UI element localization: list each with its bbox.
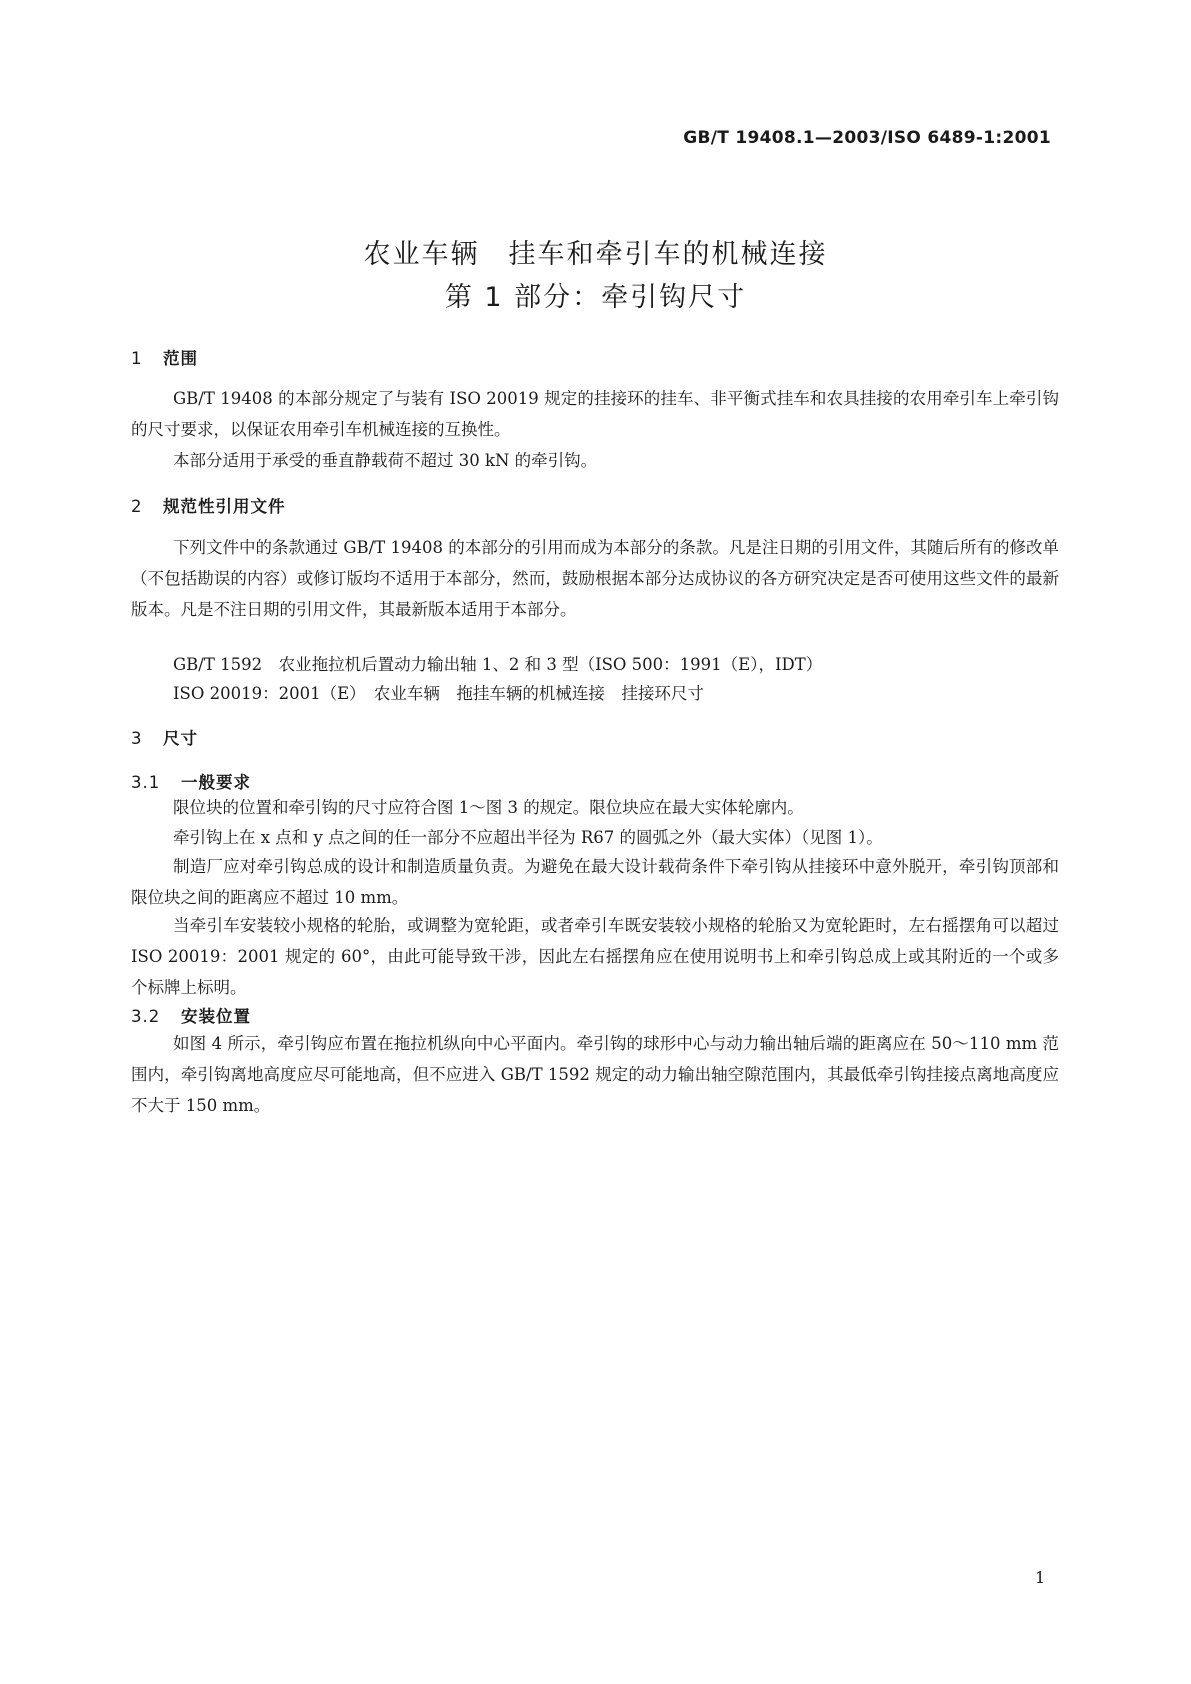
section-2-heading: [131, 493, 286, 517]
document-subtitle: 第 1 部分：牵引钩尺寸: [444, 282, 747, 313]
subsection-3-1-paragraph-1: 限位块的位置和牵引钩的尺寸应符合图 1～图 3 的规定。限位块应在最大实体轮廓内。: [173, 798, 804, 817]
section-title: 范围: [163, 349, 198, 368]
subsection-3-1-paragraph-4: 当牵引车安装较小规格的轮胎，或调整为宽轮距，或者牵引车既安装较小规格的轮胎又为宽轮距时，左右摇摆角可以超过 ISO 20019：2001 规定的 60°，由此可能导致干涉，因此左右摇摆角应在使用说明书上和牵引钩总成上或其附近的一个或多个标牌上标明。: [131, 916, 1059, 997]
subsection-3-1-paragraph-2: 牵引钩上在 x 点和 y 点之间的任一部分不应超出半径为 R67 的圆弧之外（最大实体）（见图 1）。: [173, 828, 883, 847]
section-title: 一般要求: [181, 773, 251, 792]
subsection-3-1-heading: [131, 769, 251, 793]
normative-reference-1: GB/T 1592 农业拖拉机后置动力输出轴 1、2 和 3 型（ISO 500：1991（E），IDT）: [173, 655, 823, 674]
section-number: 3.1: [131, 773, 161, 792]
section-2-paragraph-1: 下列文件中的条款通过 GB/T 19408 的本部分的引用而成为本部分的条款。凡是注日期的引用文件，其随后所有的修改单（不包括勘误的内容）或修订版均不适用于本部分，然而，鼓励根据本部分达成协议的各方研究决定是否可使用这些文件的最新版本。凡是不注日期的引用文件，其最新版本适用于本部分。: [131, 538, 1059, 619]
document-title: 农业车辆 挂车和牵引车的机械连接: [363, 239, 828, 270]
section-title: 尺寸: [163, 729, 198, 748]
section-1-paragraph-2: 本部分适用于承受的垂直静载荷不超过 30 kN 的牵引钩。: [173, 451, 598, 470]
section-number: 2: [131, 497, 143, 516]
section-1-heading: [131, 345, 198, 369]
section-3-heading: [131, 725, 198, 749]
subsection-3-1-paragraph-3: 制造厂应对牵引钩总成的设计和制造质量负责。为避免在最大设计载荷条件下牵引钩从挂接环中意外脱开，牵引钩顶部和限位块之间的距离应不超过 10 mm。: [131, 857, 1059, 907]
standard-code: GB/T 19408.1—2003/ISO 6489-1:2001: [683, 128, 1051, 148]
subsection-3-2-heading: [131, 1003, 251, 1027]
section-number: 3: [131, 729, 143, 748]
subsection-3-2-paragraph-1: 如图 4 所示，牵引钩应布置在拖拉机纵向中心平面内。牵引钩的球形中心与动力输出轴后端的距离应在 50～110 mm 范围内，牵引钩离地高度应尽可能地高，但不应进入 GB/T 1592 规定的动力输出轴空隙范围内，其最低牵引钩挂接点离地高度应不大于 150 mm。: [131, 1034, 1059, 1115]
section-title: 规范性引用文件: [163, 497, 286, 516]
normative-reference-2: ISO 20019：2001（E） 农业车辆 拖挂车辆的机械连接 挂接环尺寸: [173, 684, 704, 703]
section-number: 1: [131, 349, 143, 368]
section-1-paragraph-1: GB/T 19408 的本部分规定了与装有 ISO 20019 规定的挂接环的挂车、非平衡式挂车和农具挂接的农用牵引车上牵引钩的尺寸要求，以保证农用牵引车机械连接的互换性。: [131, 389, 1059, 439]
section-title: 安装位置: [181, 1007, 251, 1026]
page-number: 1: [1035, 1568, 1046, 1587]
section-number: 3.2: [131, 1007, 161, 1026]
